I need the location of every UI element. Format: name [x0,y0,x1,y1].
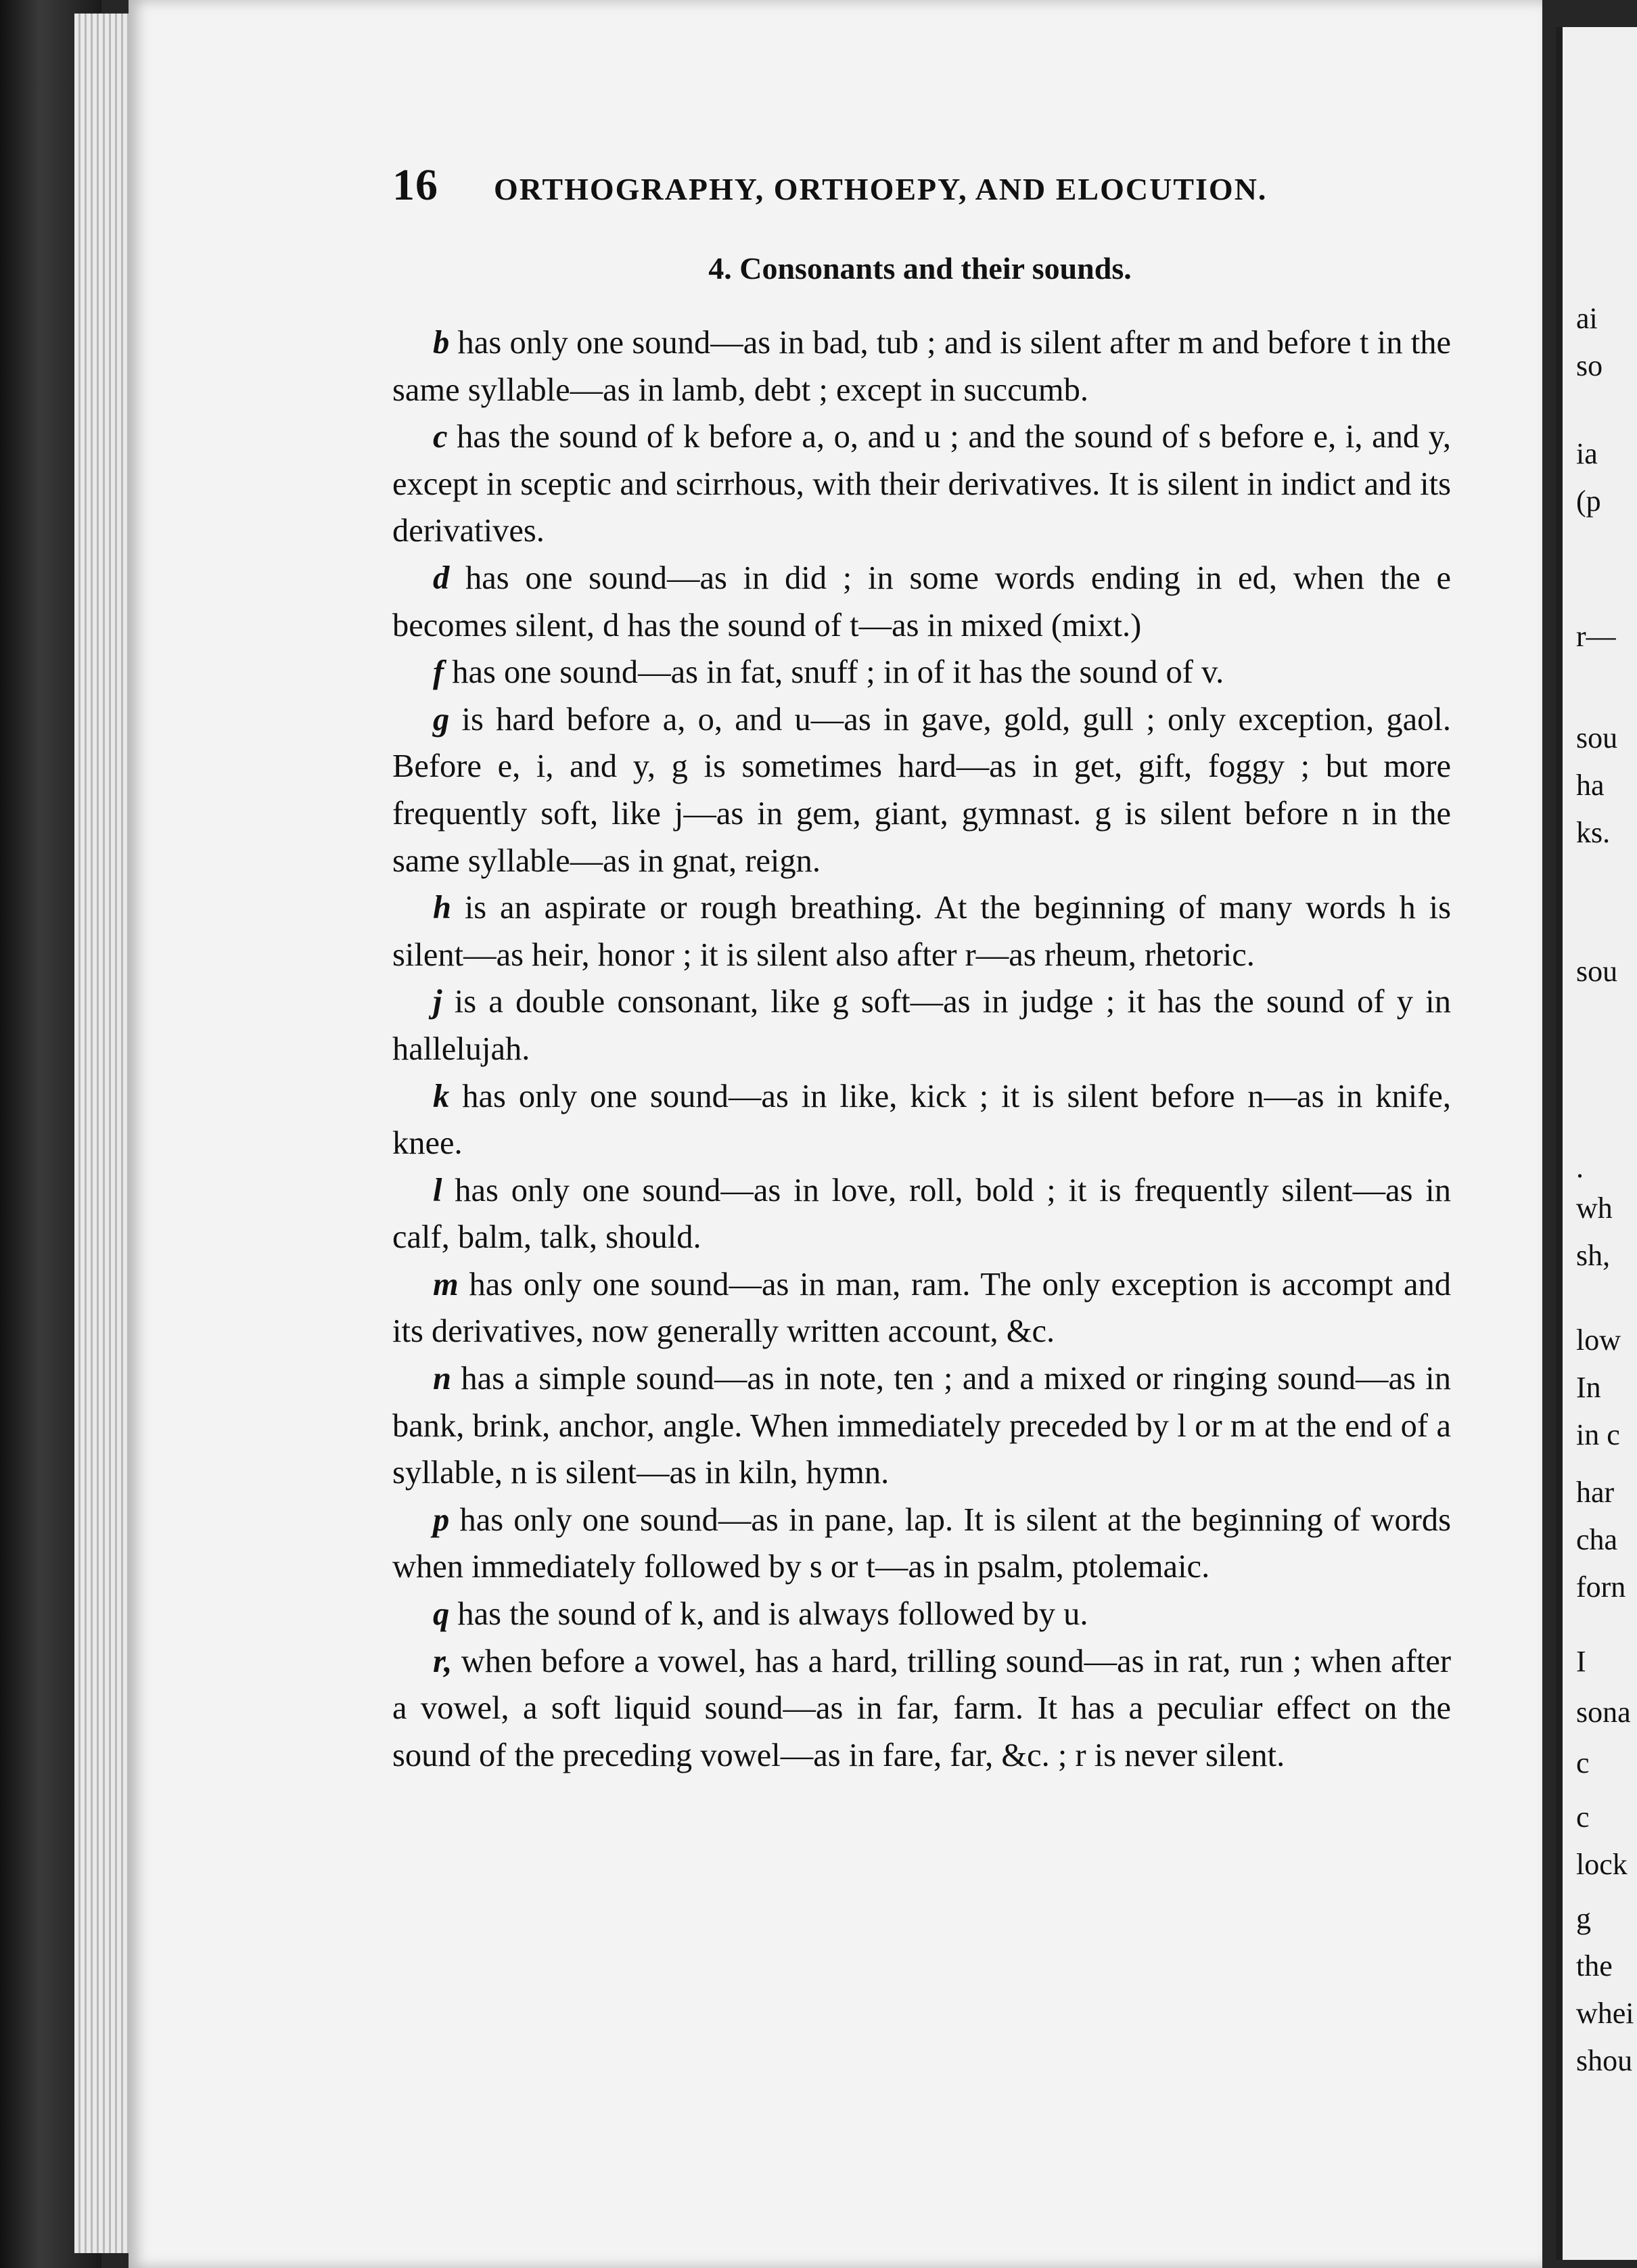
paragraph-text: is an aspirate or rough breathing. At the beginning of many words h is silent—as heir, honor ; it is silent also after r—as rheum, rhetoric. [392,890,1451,973]
adjacent-fragment: (p [1576,484,1601,518]
term: d [433,560,450,596]
paragraph-text: has only one sound—as in pane, lap. It is silent at the beginning of words when immediately followed by s or t—as in psalm, ptolemaic. [392,1501,1451,1585]
paragraph-text: is a double consonant, like g soft—as in judge ; it has the sound of y in hallelujah. [392,984,1451,1067]
adjacent-fragment: . [1576,1151,1584,1184]
adjacent-fragment: r— [1576,620,1616,653]
term: f [433,654,444,691]
paragraph-text: has only one sound—as in bad, tub ; and is silent after m and before t in the same syllable—as in lamb, debt ; except in succumb. [392,325,1451,408]
paragraph-text: has only one sound—as in love, roll, bold ; it is frequently silent—as in calf, balm, talk, should. [392,1172,1451,1256]
paragraph-n [392,1355,1451,1497]
adjacent-fragment: c [1576,1746,1590,1779]
term: k [433,1078,450,1114]
adjacent-fragment: ks. [1576,816,1611,849]
term: q [433,1596,450,1633]
term: h [433,890,451,926]
paragraph-d [392,555,1451,649]
adjacent-fragment: low [1576,1323,1621,1357]
adjacent-fragment: so [1576,349,1603,382]
paragraph-text: is hard before a, o, and u—as in gave, gold, gull ; only exception, gaol. Before e, i, and y, g is sometimes hard—as in get, gift, foggy ; but more frequently soft, like j—as in gem, giant, gymnast. g is silent before n in the same syllable—as in gnat, reign. [392,701,1451,879]
paragraph-text: has one sound—as in did ; in some words ending in ed, when the e becomes silent, d has the sound of t—as in mixed (mixt.) [392,560,1451,643]
paragraph-text: when before a vowel, has a hard, trilling sound—as in rat, run ; when after a vowel, a soft liquid sound—as in far, farm. It has a peculiar effect on the sound of the preceding vowel—as in fare, far, &c. ; r is never silent. [392,1643,1451,1773]
term: g [433,701,450,738]
adjacent-fragment: sou [1576,955,1618,988]
term: b [433,325,450,361]
section-heading: 4. Consonants and their sounds. [708,251,1132,286]
adjacent-fragment: sona [1576,1696,1631,1729]
term: n [433,1361,451,1397]
adjacent-fragment: ha [1576,769,1605,802]
term: l [433,1172,442,1208]
paragraph-text: has one sound—as in fat, snuff ; in of it has the sound of v. [444,654,1224,691]
paragraph-text: has a simple sound—as in note, ten ; and a mixed or ringing sound—as in bank, brink, anchor, angle. When immediately preceded by l or m at the end of a syllable, n is silent—as in kiln, hymn. [392,1361,1451,1491]
adjacent-fragment: forn [1576,1570,1626,1604]
term: j [433,984,442,1020]
adjacent-fragment: the [1576,1949,1613,1982]
adjacent-fragment: c [1576,1800,1590,1834]
term: c [433,419,448,455]
paragraph-text: has the sound of k before a, o, and u ; and the sound of s before e, i, and y, except in sceptic and scirrhous, with their derivatives. It is silent in indict and its derivatives. [392,419,1451,549]
paragraph-text: has the sound of k, and is always followed by u. [449,1596,1088,1633]
adjacent-fragment: cha [1576,1523,1618,1556]
running-head [392,160,1421,211]
adjacent-fragment: ai [1576,302,1598,335]
adjacent-fragment: g [1576,1902,1591,1935]
paragraph-k [392,1073,1451,1167]
adjacent-fragment: whei [1576,1997,1634,2030]
term: m [433,1266,459,1302]
paragraph-h [392,884,1451,978]
adjacent-fragment: shou [1576,2044,1633,2077]
adjacent-page [1556,27,1637,2260]
term: p [433,1501,450,1538]
paragraph-text: has only one sound—as in man, ram. The only exception is accompt and its derivatives, now generally written account, &c. [392,1266,1451,1350]
adjacent-fragment: sh, [1576,1239,1611,1272]
paragraph-b [392,319,1451,413]
adjacent-fragment: in c [1576,1418,1620,1451]
adjacent-fragment: I [1576,1645,1586,1678]
adjacent-fragment: lock [1576,1848,1628,1881]
paragraph-text: has only one sound—as in like, kick ; it is silent before n—as in knife, knee. [392,1078,1451,1162]
adjacent-fragment: wh [1576,1192,1613,1225]
paragraph-g [392,696,1451,884]
paragraph-q [392,1591,1451,1638]
body-text [392,319,1451,1779]
paragraph-p [392,1497,1451,1591]
adjacent-fragment: ia [1576,437,1598,470]
adjacent-fragment: har [1576,1476,1615,1509]
adjacent-fragment: In [1576,1371,1601,1404]
paragraph-f [392,649,1451,696]
paragraph-c [392,413,1451,555]
paragraph-m [392,1261,1451,1355]
paragraph-l [392,1167,1451,1261]
adjacent-fragment: sou [1576,721,1618,754]
paragraph-r [392,1638,1451,1779]
page-title: ORTHOGRAPHY, ORTHOEPY, AND ELOCUTION. [494,172,1268,206]
page-number: 16 [392,160,438,210]
page-gutter [1556,27,1563,2260]
term: r, [433,1643,453,1679]
paragraph-j [392,978,1451,1072]
